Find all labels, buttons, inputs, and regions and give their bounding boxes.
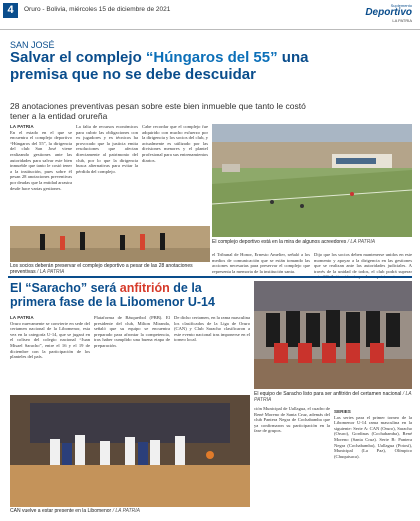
photo2-caption-text: El complejo deportivo está en la mira de algunos acreedores xyxy=(212,239,347,245)
story2-headline xyxy=(10,281,250,309)
photo1-caption xyxy=(10,263,212,275)
story2-column-4: ción Municipal de Uallagua, el cuadro de René Moreno de Santa Cruz, además del club Pantera Negra de Cochabamba que ya confirmaron su participación en la fase de grupos. xyxy=(254,406,330,434)
logo-name: Deportivo xyxy=(365,7,412,18)
story2-column-1-text: Oruro nuevamente se convierte en sede del certamen nacional de la Libomenor, esta vez en la categoría U-14, que se jugará en el coliseo del colegio nacional “Juan Misael Saracho”, entre el 16 y el 19 de diciembre con la participación de los planteles del país. xyxy=(10,320,90,360)
series-text: Las series para el primer torneo de la Libomenor U-14 rama masculina en la siguiente: Serie A: CAN (Oruro), Saracho (Oruro), Gordinas (Cochabamba), René Moreno (Santa Cruz). Serie B: Pantera Negra (Cochabamba), Uallagua (Potosí), Municipal (La Paz), Olímpico (Chuquisaca). xyxy=(334,414,412,459)
story1-column-4: el Tribunal de Honor, Ernesto Amelier, señaló a los medios de comunicación que se están tomando las acciones necesarias para preservar el complejo que representa la memoria de la institución santa. xyxy=(212,252,310,274)
story2-column-3: De dicho certamen, en la rama masculina los clasificados de la Liga de Oruro (CAN) y Club Saracho clasificaron a este evento nacional tras imponerse en el torneo local. xyxy=(174,315,250,343)
logo-sub: LA PATRIA xyxy=(392,18,412,23)
supplement-logo xyxy=(365,3,412,23)
story1-column-1-text: En el estado en el que se encuentra el complejo deportivo “Húngaros del 55”, la dirigencia del club San José viene realizando gestiones ante las autoridades para salvar este bien inmueble que tanto le costó tener a la institución, pues sobre él pesan 28 anotaciones preventivas por deudas que la entidad arrastra desde hace varias gestiones. xyxy=(10,129,72,191)
photo4-credit: / LA PATRIA xyxy=(254,391,412,403)
photo4-caption xyxy=(254,391,412,403)
story2-column-1 xyxy=(10,315,90,393)
story2-sidebar xyxy=(334,406,412,514)
photo3-caption-text: CAN vuelve a estar presente en la Libomenor xyxy=(10,508,112,514)
dateline: Oruro - Bolivia, miércoles 15 de diciembre de 2021 xyxy=(24,6,171,13)
photo2-caption xyxy=(212,239,412,245)
page-number: 4 xyxy=(3,3,18,18)
photo4-caption-text: El equipo de Saracho listo para ser anfitrión del certamen nacional xyxy=(254,391,402,397)
story2-headline-part-b: de la primera fase de la Libomenor U-14 xyxy=(10,281,215,309)
photo3-caption xyxy=(10,508,250,514)
story1-headline xyxy=(10,50,310,83)
story1-headline-part-a: Salvar el complejo xyxy=(10,49,146,66)
photo-training-players xyxy=(10,226,210,262)
photo-basketball-team-can xyxy=(10,395,250,507)
section-label: SAN JOSÉ xyxy=(10,40,55,50)
story1-column-3: Cabe recordar que el complejo fue adquirido con mucho esfuerzo por la dirigencia y los socios del club, y actualmente es utilizado por las divisiones menores y el plantel profesional para sus entrenamientos diarios. xyxy=(142,124,208,163)
story-divider xyxy=(8,276,412,278)
photo1-caption-text: Los socios deberán preservar el complejo deportivo a pesar de las 28 anotaciones preventivas xyxy=(10,263,193,275)
photo-sports-complex-aerial xyxy=(212,124,412,237)
photo2-credit: / LA PATRIA xyxy=(347,239,376,245)
story1-headline-highlight: “Húngaros del 55” xyxy=(145,49,278,66)
story2-headline-part-a: El “Saracho” será xyxy=(10,281,120,295)
story2-byline: LA PATRIA xyxy=(10,315,34,320)
logo-supplement: Suplemento xyxy=(390,3,412,8)
series-heading: SERIES xyxy=(334,409,351,414)
story1-byline: LA PATRIA xyxy=(10,124,34,129)
story1-column-5: Dijo que los socios deben mantenerse unidos en este momento y apoyar a la dirigencia en las gestiones que se realizan ante las autoridades judiciales. A través de la unidad de todos, el club podrá superar esta difícil situación sin perder su patrimonio. xyxy=(314,252,412,280)
story1-deck: 28 anotaciones preventivas pesan sobre este bien inmueble que tanto le costó tener a la entidad orureña xyxy=(10,101,306,121)
story1-column-2: La falta de recursos económicos para cubrir las obligaciones con ex jugadores y ex técnicos ha provocado que la justicia emita resoluciones que afectan directamente al patrimonio del club, por lo que la dirigencia busca alternativas para evitar la pérdida del complejo. xyxy=(76,124,138,174)
photo-saracho-team xyxy=(254,281,412,389)
page-header xyxy=(0,0,420,30)
story2-headline-highlight: anfitrión xyxy=(119,281,170,295)
story1-column-1 xyxy=(10,124,72,224)
story1-headline-part-b: una premisa que no se debe descuidar xyxy=(10,49,309,83)
story2-column-2: Plataforma de Básquetbol (PBB). El presidente del club, Milton Miranda, señaló que su equipo se encuentra preparado para afrontar la competencia, tras haber cumplido una buena etapa de preparación. xyxy=(94,315,170,348)
photo3-credit: / LA PATRIA xyxy=(112,508,140,514)
photo1-credit: / LA PATRIA xyxy=(36,269,65,275)
